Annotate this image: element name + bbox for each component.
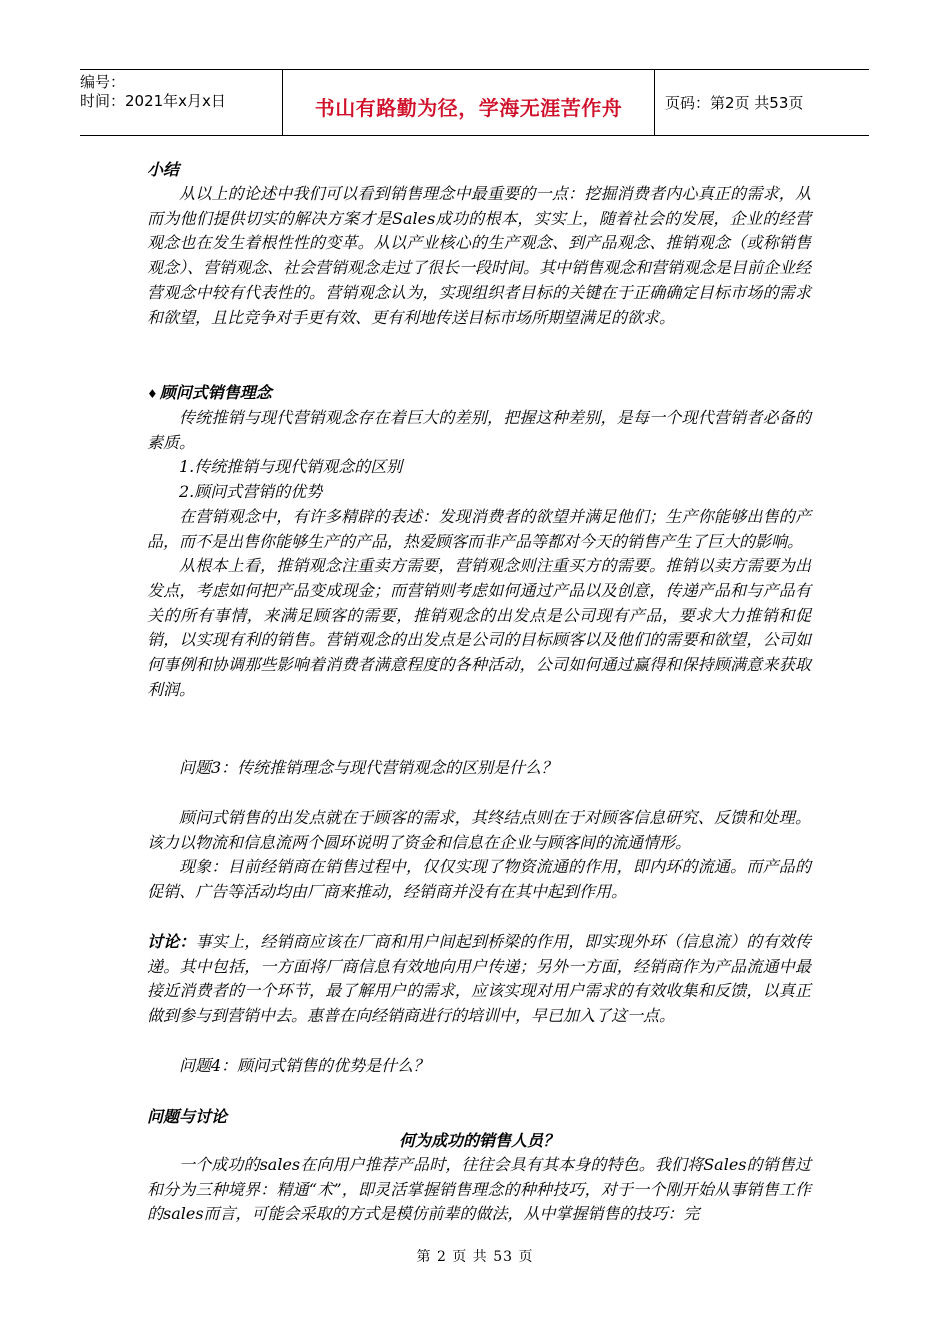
question-4: 问题4：顾问式销售的优势是什么？: [179, 1056, 430, 1075]
question-3: 问题3：传统推销理念与现代营销观念的区别是什么？: [179, 758, 558, 777]
discussion-paragraph: [147, 930, 811, 1029]
consult-section: [147, 381, 811, 702]
discussion-text: 事实上，经销商应该在厂商和用户间起到桥梁的作用，即实现外环（信息流）的有效传递。其中包括，一方面将厂商信息有效地向用户传递；另外一方面，经销商作为产品流通中最接近消费者的一个环节，最了解用户的需求，应该实现对用户需求的有效收集和反馈，以真正做到参与到营销中去。惠普在向经销商进行的培训中，早已加入了这一点。: [147, 932, 811, 1026]
summary-title: 小结: [147, 160, 180, 179]
consult-paragraph-2: 从根本上看，推销观念注重卖方需要，营销观念则注重买方的需要。推销以卖方需要为出发点，考虑如何把产品变成现金；而营销则考虑如何通过产品以及创意，传递产品和与产品有关的所有事情，来满足顾客的需要，推销观念的出发点是公司现有产品，要求大力推销和促销，以实现有利的销售。营销观念的出发点是公司的目标顾客以及他们的需要和欲望，公司如何事例和协调那些影响着消费者满意程度的各种活动，公司如何通过赢得和保持顾满意来获取利润。: [147, 556, 811, 699]
consult-heading: [147, 381, 811, 406]
consult-item-2: 2.顾问式营销的优势: [179, 482, 323, 502]
qa-subtitle: 何为成功的销售人员？: [398, 1131, 559, 1150]
discussion-block: [147, 930, 811, 1029]
doc-number-label: 编号：: [80, 73, 126, 91]
header-motto: 书山有路勤为径，学海无涯苦作舟: [314, 96, 623, 120]
consult-paragraph-3: 顾问式销售的出发点就在于顾客的需求，其终结点则在于对顾客信息研究、反馈和处理。该力以物流和信息流两个圆环说明了资金和信息在企业与顾客间的流通情形。: [147, 808, 811, 852]
header-motto-cell: [282, 70, 655, 135]
discussion-label: 讨论：: [147, 932, 196, 951]
qa-title: 问题与讨论: [147, 1107, 228, 1126]
summary-paragraph: 从以上的论述中我们可以看到销售理念中最重要的一点：挖掘消费者内心真正的需求，从而为他们提供切实的解决方案才是Sales成功的根本，实实上，随着社会的发展，企业的经营观念也在发生着根性性的变革。从以产业核心的生产观念、到产品观念、推销观念（或称销售观念）、营销观念、社会营销观念走过了很长一段时间。其中销售观念和营销观念是目前企业经营观念中较有代表性的。营销观念认为，实现组织者目标的关键在于正确确定目标市场的需求和欲望，且比竞争对手更有效、更有利地传送目标市场所期望满足的欲求。: [147, 184, 812, 327]
question-3-block: [147, 756, 811, 781]
diamond-bullet-icon: ♦: [147, 387, 158, 401]
consult-item-1: 1.传统推销与现代销观念的区别: [179, 457, 403, 477]
qa-paragraph: 一个成功的sales在向用户推荐产品时，往往会具有其本身的特色。我们将Sales的销售过和分为三种境界：精通“术”，即灵活掌握销售理念的种种技巧，对于一个刚开始从事销售工作的sales而言，可能会采取的方式是模仿前辈的做法，从中掌握销售的技巧：完: [147, 1155, 811, 1224]
question-4-block: [147, 1054, 811, 1079]
summary-section: [147, 158, 811, 330]
header-page-info: 页码：第2页 共53页: [665, 94, 804, 112]
consult-title: 顾问式销售理念: [159, 383, 272, 402]
qa-section: [147, 1105, 811, 1227]
header-table: [80, 69, 869, 136]
page-footer: 第 2 页 共 53 页: [416, 1249, 534, 1265]
consult-paragraph-4: 现象：目前经销商在销售过程中，仅仅实现了物资流通的作用，即内环的流通。而产品的促销、广告等活动均由厂商来推动，经销商并没有在其中起到作用。: [147, 857, 811, 902]
consult-intro: 传统推销与现代营销观念存在着巨大的差别，把握这种差别，是每一个现代营销者必备的素质。: [147, 408, 811, 452]
consult-paragraph-1: 在营销观念中，有许多精辟的表述：发现消费者的欲望并满足他们；生产你能够出售的产品，而不是出售你能够生产的产品，热爱顾客而非产品等都对今天的销售产生了巨大的影响。: [147, 506, 811, 551]
consult-detail-block: [147, 806, 811, 905]
doc-date: 时间：2021年x月x日: [80, 92, 226, 110]
header-left-cell: [80, 70, 282, 135]
